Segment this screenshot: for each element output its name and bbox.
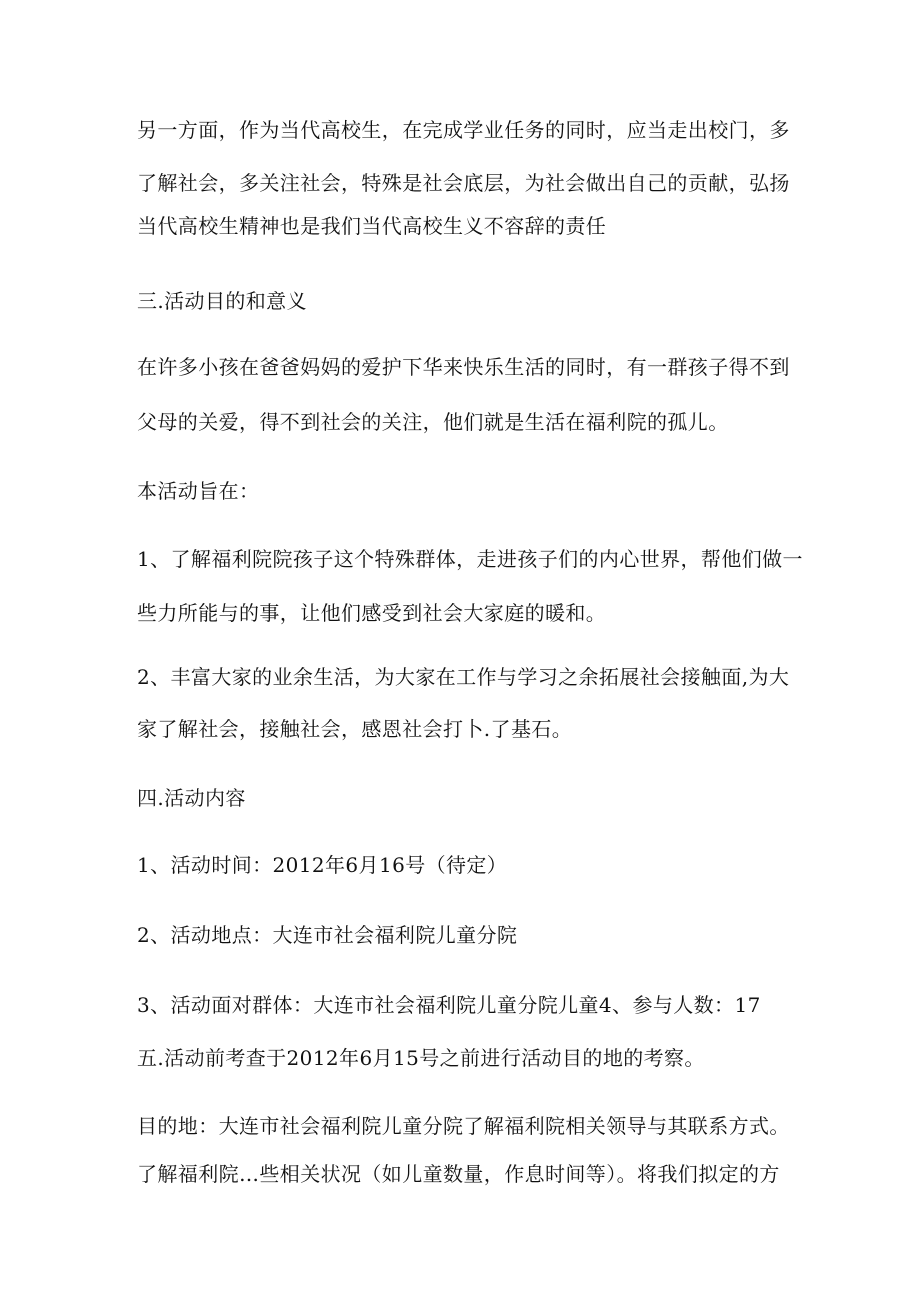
text-line: 父母的关爱，得不到社会的关注，他们就是生活在福利院的孤儿。 [137,410,729,434]
text-line: 另一方面，作为当代高校生，在完成学业任务的同时，应当走出校门，多 [137,118,790,142]
text-line: 了解福利院…些相关状况（如儿童数量，作息时间等）。将我们拟定的方 [137,1162,780,1186]
list-item: 2、丰富大家的业余生活，为大家在工作与学习之余拓展社会接触面,为大 [137,665,790,689]
text-line: 本活动旨在： [137,479,260,503]
text-line: 目的地：大连市社会福利院儿童分院了解福利院相关领导与其联系方式。 [137,1114,790,1138]
section-heading: 四.活动内容 [137,786,246,810]
list-item: 2、活动地点：大连市社会福利院儿童分院 [137,923,518,947]
text-line: 了解社会，多关注社会，特殊是社会底层，为社会做出自己的贡献，弘扬 [137,171,790,195]
text-line: 家了解社会，接触社会，感恩社会打卜.了基石。 [137,717,573,741]
list-item: 3、活动面对群体：大连市社会福利院儿童分院儿童4、参与人数：17 [137,993,761,1017]
list-item: 1、活动时间：2012年6月16号（待定） [137,853,508,877]
text-line: 些力所能与的事，让他们感受到社会大家庭的暖和。 [137,601,607,625]
text-line: 当代高校生精神也是我们当代高校生义不容辞的责任 [137,214,607,238]
section-heading: 三.活动目的和意义 [137,289,307,313]
text-line: 在许多小孩在爸爸妈妈的爱护下华来快乐生活的同时，有一群孩子得不到 [137,355,790,379]
section-heading: 五.活动前考查于2012年6月15号之前进行活动目的地的考察。 [137,1046,705,1070]
list-item: 1、了解福利院院孩子这个特殊群体，走进孩子们的内心世界，帮他们做一 [137,547,803,571]
